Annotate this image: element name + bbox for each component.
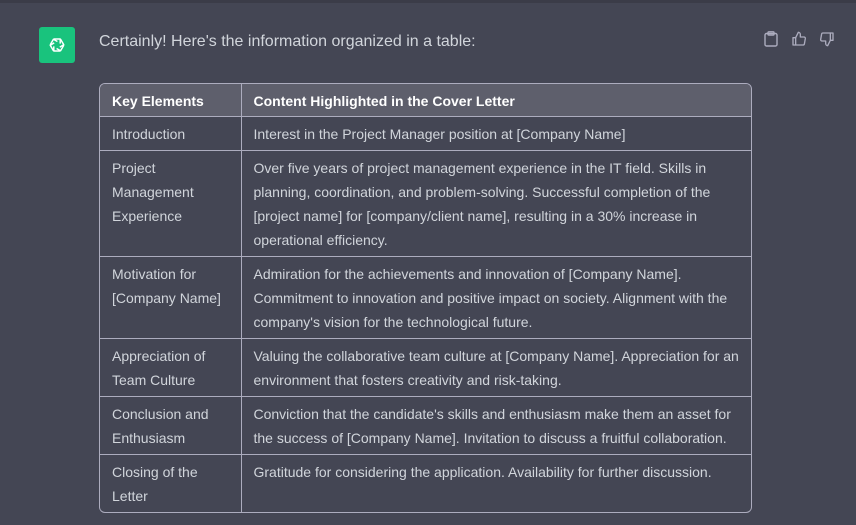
thumbs-up-icon bbox=[791, 31, 807, 47]
table-row bbox=[100, 339, 751, 397]
table-cell-key: Closing of the Letter bbox=[100, 455, 241, 513]
table-cell-key: Project Management Experience bbox=[100, 151, 241, 257]
openai-logo-icon bbox=[46, 34, 68, 56]
header-key-elements: Key Elements bbox=[100, 84, 241, 117]
table-cell-content: Admiration for the achievements and innovation of [Company Name]. Commitment to innovation and positive impact on society. Alignment with the company's vision for the technological future. bbox=[241, 257, 751, 339]
assistant-message-intro: Certainly! Here's the information organized in a table: bbox=[99, 33, 476, 50]
header-content-highlighted: Content Highlighted in the Cover Letter bbox=[241, 84, 751, 117]
table-row bbox=[100, 151, 751, 257]
thumbs-down-icon bbox=[819, 31, 835, 47]
table-cell-key: Motivation for [Company Name] bbox=[100, 257, 241, 339]
info-table bbox=[99, 83, 752, 513]
clipboard-icon bbox=[764, 31, 778, 47]
table-row bbox=[100, 397, 751, 455]
table-cell-content: Conviction that the candidate's skills and enthusiasm make them an asset for the success of [Company Name]. Invitation to discuss a fruitful collaboration. bbox=[241, 397, 751, 455]
table-cell-key: Appreciation of Team Culture bbox=[100, 339, 241, 397]
thumbs-up-button[interactable] bbox=[791, 30, 807, 48]
table-cell-content: Over five years of project management experience in the IT field. Skills in planning, coordination, and problem-solving. Successful completion of the [project name] for [company/client name], resulting in a 30% increase in operational efficiency. bbox=[241, 151, 751, 257]
table-cell-key: Introduction bbox=[100, 117, 241, 151]
table-cell-key: Conclusion and Enthusiasm bbox=[100, 397, 241, 455]
table-row bbox=[100, 455, 751, 513]
thumbs-down-button[interactable] bbox=[819, 30, 835, 48]
copy-button[interactable] bbox=[763, 30, 779, 48]
table-header-row bbox=[100, 84, 751, 117]
top-divider bbox=[0, 0, 856, 3]
message-actions bbox=[763, 30, 835, 48]
table-row bbox=[100, 257, 751, 339]
assistant-avatar bbox=[39, 27, 75, 63]
table-cell-content: Valuing the collaborative team culture at [Company Name]. Appreciation for an environment that fosters creativity and risk-taking. bbox=[241, 339, 751, 397]
table-cell-content: Interest in the Project Manager position at [Company Name] bbox=[241, 117, 751, 151]
table-row bbox=[100, 117, 751, 151]
table-cell-content: Gratitude for considering the application. Availability for further discussion. bbox=[253, 464, 712, 480]
